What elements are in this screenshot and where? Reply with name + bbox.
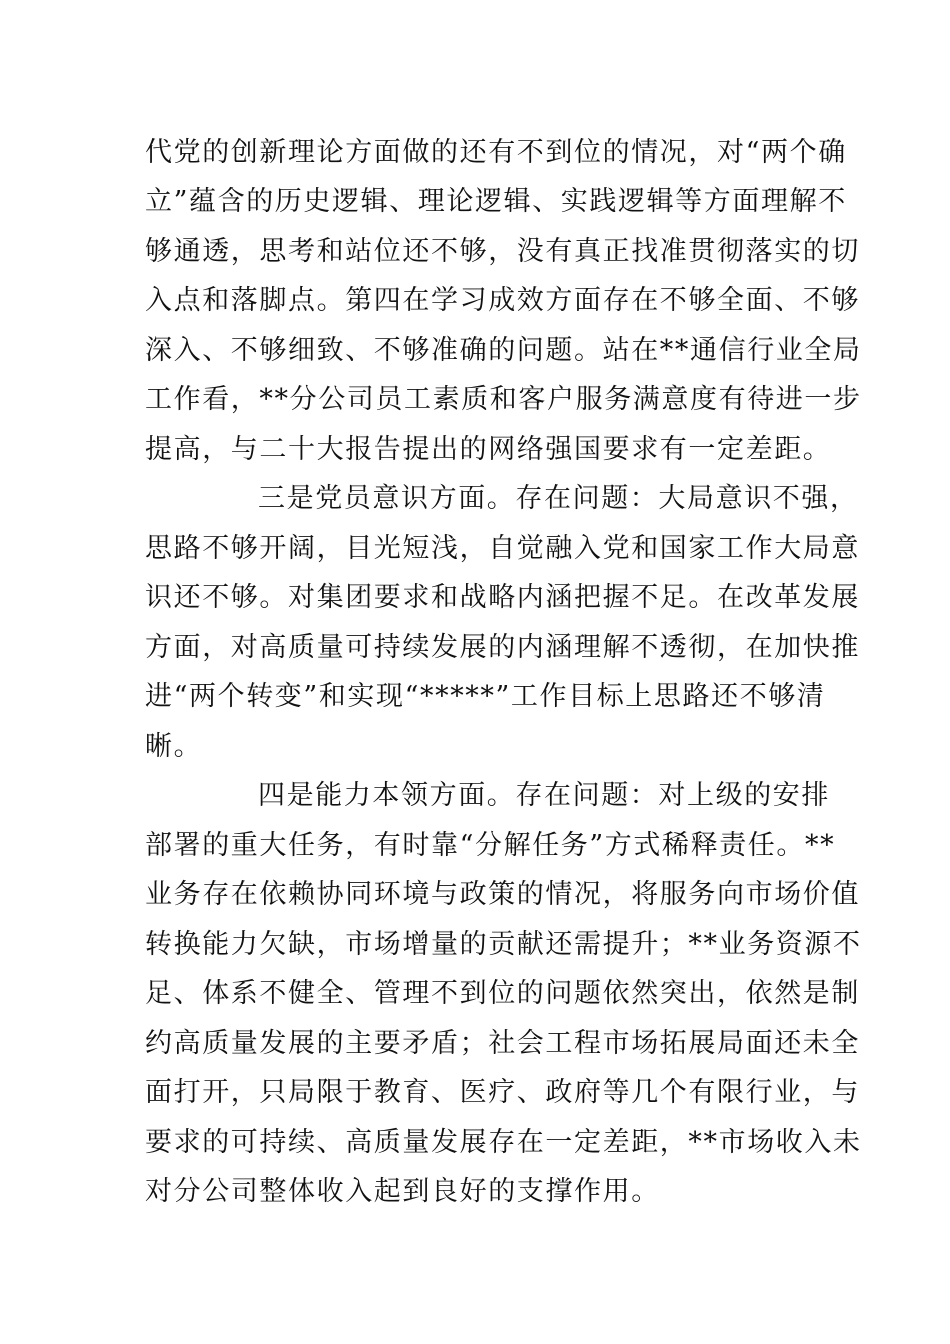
paragraph-line: 对分公司整体收入起到良好的支撑作用。 bbox=[145, 1176, 660, 1207]
paragraph-line: 晰。 bbox=[145, 731, 203, 762]
paragraph-line: 约高质量发展的主要矛盾；社会工程市场拓展局面还未全 bbox=[145, 1028, 860, 1059]
paragraph-line: 立”蕴含的历史逻辑、理论逻辑、实践逻辑等方面理解不 bbox=[145, 186, 847, 217]
paragraph-line: 够通透，思考和站位还不够，没有真正找准贯彻落实的切 bbox=[145, 236, 860, 267]
paragraph-line: 思路不够开阔，目光短浅，自觉融入党和国家工作大局意 bbox=[145, 533, 860, 564]
paragraph-line: 足、体系不健全、管理不到位的问题依然突出，依然是制 bbox=[145, 978, 860, 1009]
paragraph-line: 业务存在依赖协同环境与政策的情况，将服务向市场价值 bbox=[145, 879, 860, 910]
paragraph-line: 代党的创新理论方面做的还有不到位的情况，对“两个确 bbox=[145, 137, 847, 168]
paragraph-line: 识还不够。对集团要求和战略内涵把握不足。在改革发展 bbox=[145, 582, 860, 613]
paragraph-line: 四是能力本领方面。存在问题：对上级的安排 bbox=[258, 780, 830, 811]
paragraph-line: 面打开，只局限于教育、医疗、政府等几个有限行业，与 bbox=[145, 1077, 860, 1108]
paragraph-line: 转换能力欠缺，市场增量的贡献还需提升；**业务资源不 bbox=[145, 929, 862, 960]
paragraph-line: 部署的重大任务，有时靠“分解任务”方式稀释责任。** bbox=[145, 830, 836, 861]
paragraph-line: 提高，与二十大报告提出的网络强国要求有一定差距。 bbox=[145, 434, 832, 465]
paragraph-line: 要求的可持续、高质量发展存在一定差距，**市场收入未 bbox=[145, 1127, 862, 1158]
paragraph-line: 方面，对高质量可持续发展的内涵理解不透彻，在加快推 bbox=[145, 632, 860, 663]
paragraph-line: 入点和落脚点。第四在学习成效方面存在不够全面、不够 bbox=[145, 285, 860, 316]
paragraph-line: 工作看，**分公司员工素质和客户服务满意度有待进一步 bbox=[145, 384, 862, 415]
paragraph-line: 深入、不够细致、不够准确的问题。站在**通信行业全局 bbox=[145, 335, 862, 366]
paragraph-line: 三是党员意识方面。存在问题：大局意识不强， bbox=[258, 483, 859, 514]
paragraph-line: 进“两个转变”和实现“*****”工作目标上思路还不够清 bbox=[145, 681, 826, 712]
